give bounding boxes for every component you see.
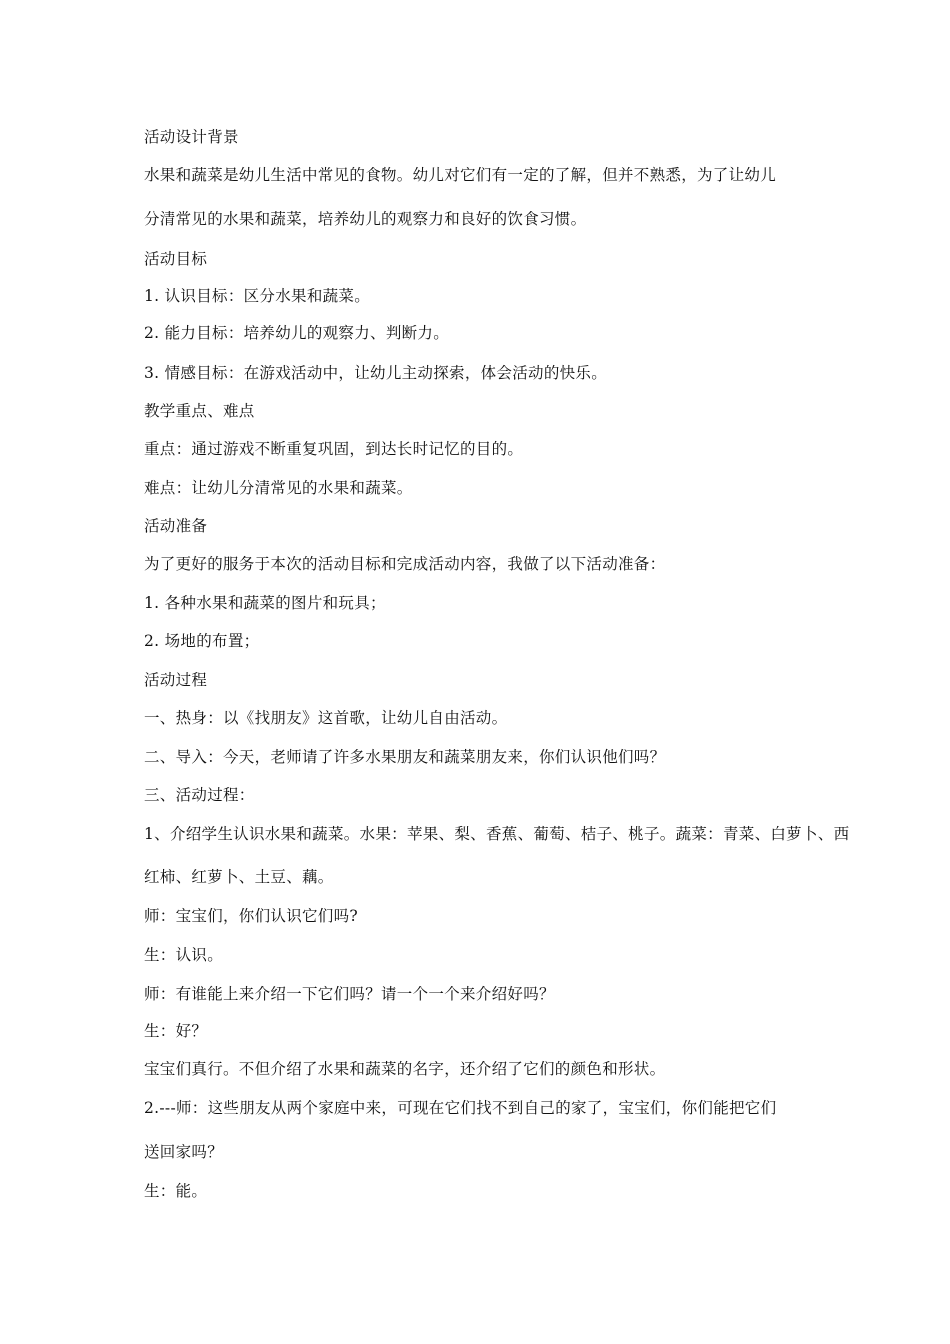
list-item: 2. 场地的布置； (144, 632, 260, 650)
paragraph-line: 三、活动过程： (144, 786, 255, 804)
paragraph-line: 重点：通过游戏不断重复巩固，到达长时记忆的目的。 (144, 440, 524, 458)
paragraph-line: 为了更好的服务于本次的活动目标和完成活动内容，我做了以下活动准备： (144, 555, 666, 573)
paragraph-line: 2.---师：这些朋友从两个家庭中来，可现在它们找不到自己的家了，宝宝们，你们能把它们 (144, 1099, 777, 1117)
heading-preparation: 活动准备 (144, 517, 208, 535)
heading-goals: 活动目标 (144, 250, 208, 268)
paragraph-line: 红柿、红萝卜、土豆、藕。 (144, 868, 334, 886)
dialogue-line: 生：好？ (144, 1022, 208, 1040)
dialogue-line: 师：宝宝们，你们认识它们吗? (144, 907, 359, 925)
paragraph-line: 难点：让幼儿分清常见的水果和蔬菜。 (144, 479, 413, 497)
dialogue-line: 生：能。 (144, 1182, 208, 1200)
list-item: 2. 能力目标：培养幼儿的观察力、判断力。 (144, 324, 450, 342)
heading-process: 活动过程 (144, 671, 208, 689)
heading-background: 活动设计背景 (144, 128, 239, 146)
paragraph-line: 分清常见的水果和蔬菜，培养幼儿的观察力和良好的饮食习惯。 (144, 210, 587, 228)
paragraph-line: 二、导入：今天，老师请了许多水果朋友和蔬菜朋友来，你们认识他们吗？ (144, 748, 666, 766)
list-item: 3. 情感目标：在游戏活动中，让幼儿主动探索，体会活动的快乐。 (144, 364, 608, 382)
paragraph-line: 水果和蔬菜是幼儿生活中常见的食物。幼儿对它们有一定的了解，但并不熟悉，为了让幼儿 (144, 166, 777, 184)
paragraph-line: 宝宝们真行。不但介绍了水果和蔬菜的名字，还介绍了它们的颜色和形状。 (144, 1060, 666, 1078)
paragraph-line: 1、介绍学生认识水果和蔬菜。水果：苹果、梨、香蕉、葡萄、桔子、桃子。蔬菜：青菜、白萝卜、西 (144, 825, 850, 843)
dialogue-line: 生：认识。 (144, 946, 224, 964)
heading-key-points: 教学重点、难点 (144, 402, 255, 420)
paragraph-line: 送回家吗？ (144, 1143, 224, 1161)
paragraph-line: 一、热身：以《找朋友》这首歌，让幼儿自由活动。 (144, 709, 508, 727)
list-item: 1. 认识目标：区分水果和蔬菜。 (144, 287, 371, 305)
list-item: 1. 各种水果和蔬菜的图片和玩具； (144, 594, 386, 612)
dialogue-line: 师：有谁能上来介绍一下它们吗？请一个一个来介绍好吗？ (144, 985, 555, 1003)
